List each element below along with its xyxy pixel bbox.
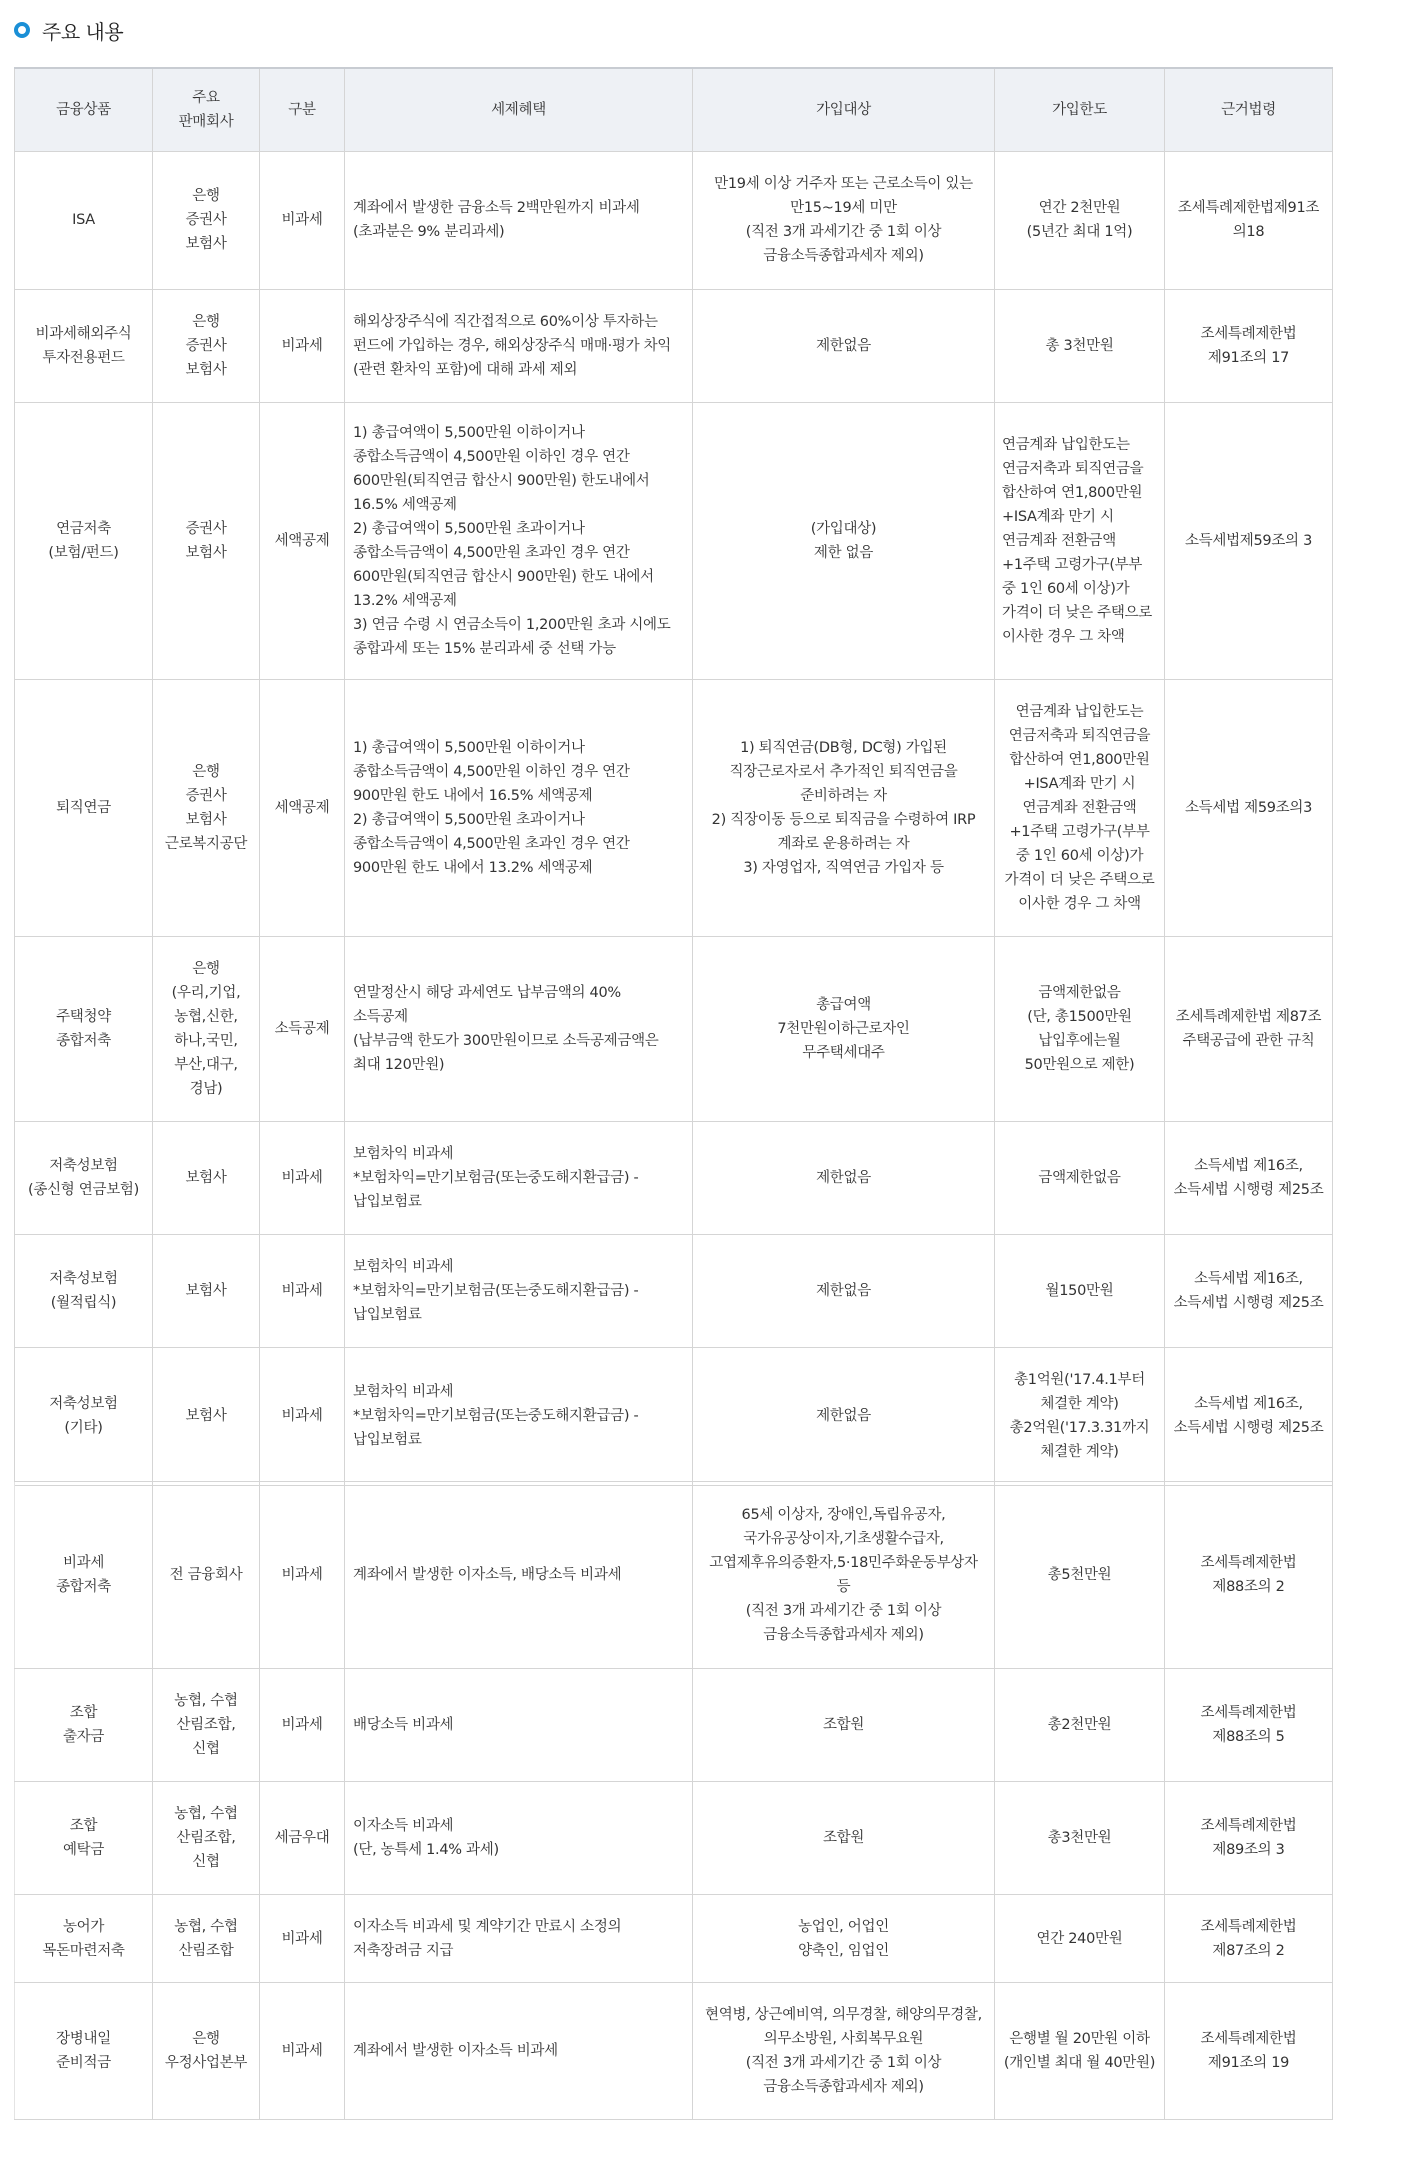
- cell-eligibility: 제한없음: [693, 289, 995, 402]
- cell-benefit: 연말정산시 해당 과세연도 납부금액의 40% 소득공제 (납부금액 한도가 300만원이므로 소득공제금액은 최대 120만원): [345, 936, 693, 1121]
- cell-type: 세액공제: [260, 679, 345, 936]
- cell-limit: 연금계좌 납입한도는 연금저축과 퇴직연금을 합산하여 연1,800만원 +ISA계좌 만기 시 연금계좌 전환금액 +1주택 고령가구(부부 중 1인 60세 이상)가 가격이 더 낮은 주택으로 이사한 경우 그 차액: [995, 402, 1165, 679]
- table-row: [15, 1482, 1333, 1669]
- cell-seller: 은행 증권사 보험사: [153, 151, 260, 289]
- cell-benefit: 계좌에서 발생한 금융소득 2백만원까지 비과세 (초과분은 9% 분리과세): [345, 151, 693, 289]
- cell-type: 비과세: [260, 151, 345, 289]
- cell-product: 조합 출자금: [15, 1669, 153, 1782]
- cell-law: 소득세법 제16조, 소득세법 시행령 제25조: [1165, 1347, 1333, 1485]
- cell-law: 조세특례제한법 제91조의 17: [1165, 289, 1333, 402]
- tax-benefit-table: [14, 67, 1333, 1486]
- header-type: 구분: [260, 68, 345, 151]
- cell-limit: 연금계좌 납입한도는 연금저축과 퇴직연금을 합산하여 연1,800만원 +ISA계좌 만기 시 연금계좌 전환금액 +1주택 고령가구(부부 중 1인 60세 이상)가 가격이 더 낮은 주택으로 이사한 경우 그 차액: [995, 679, 1165, 936]
- cell-seller: 은행 증권사 보험사 근로복지공단: [153, 679, 260, 936]
- table-row: [15, 1669, 1333, 1782]
- cell-limit: 금액제한없음 (단, 총1500만원 납입후에는월 50만원으로 제한): [995, 936, 1165, 1121]
- table-row: [15, 402, 1333, 679]
- section-header: [14, 14, 123, 46]
- cell-seller: 농협, 수협 산림조합, 신협: [153, 1782, 260, 1895]
- cell-law: 조세특례제한법 제87조 주택공급에 관한 규칙: [1165, 936, 1333, 1121]
- cell-eligibility: 제한없음: [693, 1121, 995, 1234]
- header-eligibility: 가입대상: [693, 68, 995, 151]
- table-row: [15, 289, 1333, 402]
- table-header-row: [15, 68, 1333, 151]
- cell-law: 조세특례제한법 제88조의 5: [1165, 1669, 1333, 1782]
- cell-product: 장병내일 준비적금: [15, 1983, 153, 2120]
- cell-type: 비과세: [260, 1895, 345, 1983]
- cell-type: 소득공제: [260, 936, 345, 1121]
- cell-benefit: 보험차익 비과세 *보험차익=만기보험금(또는중도해지환급금) - 납입보험료: [345, 1234, 693, 1347]
- cell-eligibility: 제한없음: [693, 1347, 995, 1485]
- header-product: 금융상품: [15, 68, 153, 151]
- table-row: [15, 1782, 1333, 1895]
- cell-seller: 은행 증권사 보험사: [153, 289, 260, 402]
- cell-benefit: 1) 총급여액이 5,500만원 이하이거나 종합소득금액이 4,500만원 이하인 경우 연간 600만원(퇴직연금 합산시 900만원) 한도내에서 16.5% 세액공제 2) 총급여액이 5,500만원 초과이거나 종합소득금액이 4,500만원 초과인 경우 연간 600만원(퇴직연금 합산시 900만원) 한도 내에서 13.2% 세액공제 3) 연금 수령 시 연금소득이 1,200만원 초과 시에도 종합과세 또는 15% 분리과세 중 선택 가능: [345, 402, 693, 679]
- table-row: [15, 936, 1333, 1121]
- cell-benefit: 보험차익 비과세 *보험차익=만기보험금(또는중도해지환급금) - 납입보험료: [345, 1121, 693, 1234]
- cell-eligibility: 조합원: [693, 1669, 995, 1782]
- cell-product: 조합 예탁금: [15, 1782, 153, 1895]
- cell-seller: 은행 (우리,기업, 농협,신한, 하나,국민, 부산,대구, 경남): [153, 936, 260, 1121]
- cell-seller: 전 금융회사: [153, 1482, 260, 1669]
- table-row: [15, 1983, 1333, 2120]
- cell-benefit: 해외상장주식에 직간접적으로 60%이상 투자하는 펀드에 가입하는 경우, 해외상장주식 매매·평가 차익 (관련 환차익 포함)에 대해 과세 제외: [345, 289, 693, 402]
- table-row: [15, 1121, 1333, 1234]
- cell-law: 조세특례제한법 제89조의 3: [1165, 1782, 1333, 1895]
- cell-seller: 농협, 수협 산림조합, 신협: [153, 1669, 260, 1782]
- cell-type: 비과세: [260, 1121, 345, 1234]
- circle-bullet-icon: [14, 22, 30, 38]
- cell-limit: 총1억원('17.4.1부터 체결한 계약) 총2억원('17.3.31까지 체결한 계약): [995, 1347, 1165, 1485]
- cell-limit: 은행별 월 20만원 이하 (개인별 최대 월 40만원): [995, 1983, 1165, 2120]
- cell-type: 비과세: [260, 1347, 345, 1485]
- tax-benefit-table-continued: [14, 1481, 1333, 2120]
- header-limit: 가입한도: [995, 68, 1165, 151]
- cell-limit: 월150만원: [995, 1234, 1165, 1347]
- header-seller: 주요 판매회사: [153, 68, 260, 151]
- cell-benefit: 계좌에서 발생한 이자소득, 배당소득 비과세: [345, 1482, 693, 1669]
- cell-product: 저축성보험 (월적립식): [15, 1234, 153, 1347]
- cell-product: 비과세해외주식 투자전용펀드: [15, 289, 153, 402]
- cell-eligibility: 총급여액 7천만원이하근로자인 무주택세대주: [693, 936, 995, 1121]
- cell-product: 저축성보험 (종신형 연금보험): [15, 1121, 153, 1234]
- table-row: [15, 1895, 1333, 1983]
- cell-law: 조세특례제한법 제91조의 19: [1165, 1983, 1333, 2120]
- cell-limit: 연간 2천만원 (5년간 최대 1억): [995, 151, 1165, 289]
- cell-benefit: 배당소득 비과세: [345, 1669, 693, 1782]
- cell-type: 비과세: [260, 289, 345, 402]
- cell-limit: 총2천만원: [995, 1669, 1165, 1782]
- cell-product: 비과세 종합저축: [15, 1482, 153, 1669]
- cell-limit: 총5천만원: [995, 1482, 1165, 1669]
- cell-limit: 총 3천만원: [995, 289, 1165, 402]
- cell-type: 비과세: [260, 1669, 345, 1782]
- cell-product: 저축성보험 (기타): [15, 1347, 153, 1485]
- cell-product: 퇴직연금: [15, 679, 153, 936]
- cell-seller: 농협, 수협 산림조합: [153, 1895, 260, 1983]
- cell-product: ISA: [15, 151, 153, 289]
- cell-law: 조세특례제한법제91조의18: [1165, 151, 1333, 289]
- table-row: [15, 679, 1333, 936]
- header-law: 근거법령: [1165, 68, 1333, 151]
- cell-type: 세액공제: [260, 402, 345, 679]
- cell-eligibility: 만19세 이상 거주자 또는 근로소득이 있는 만15~19세 미만 (직전 3개 과세기간 중 1회 이상 금융소득종합과세자 제외): [693, 151, 995, 289]
- cell-type: 세금우대: [260, 1782, 345, 1895]
- cell-law: 소득세법 제16조, 소득세법 시행령 제25조: [1165, 1234, 1333, 1347]
- cell-benefit: 이자소득 비과세 (단, 농특세 1.4% 과세): [345, 1782, 693, 1895]
- cell-eligibility: (가입대상) 제한 없음: [693, 402, 995, 679]
- cell-benefit: 보험차익 비과세 *보험차익=만기보험금(또는중도해지환급금) - 납입보험료: [345, 1347, 693, 1485]
- cell-seller: 증권사 보험사: [153, 402, 260, 679]
- cell-law: 소득세법 제16조, 소득세법 시행령 제25조: [1165, 1121, 1333, 1234]
- cell-law: 소득세법제59조의 3: [1165, 402, 1333, 679]
- cell-type: 비과세: [260, 1983, 345, 2120]
- cell-type: 비과세: [260, 1482, 345, 1669]
- cell-eligibility: 조합원: [693, 1782, 995, 1895]
- cell-limit: 연간 240만원: [995, 1895, 1165, 1983]
- cell-law: 조세특례제한법 제88조의 2: [1165, 1482, 1333, 1669]
- cell-eligibility: 65세 이상자, 장애인,독립유공자, 국가유공상이자,기초생활수급자, 고엽제후유의증환자,5·18민주화운동부상자 등 (직전 3개 과세기간 중 1회 이상 금융소득종합과세자 제외): [693, 1482, 995, 1669]
- table-row: [15, 151, 1333, 289]
- cell-eligibility: 농업인, 어업인 양축인, 임업인: [693, 1895, 995, 1983]
- cell-benefit: 1) 총급여액이 5,500만원 이하이거나 종합소득금액이 4,500만원 이하인 경우 연간 900만원 한도 내에서 16.5% 세액공제 2) 총급여액이 5,500만원 초과이거나 종합소득금액이 4,500만원 초과인 경우 연간 900만원 한도 내에서 13.2% 세액공제: [345, 679, 693, 936]
- cell-seller: 보험사: [153, 1121, 260, 1234]
- cell-limit: 금액제한없음: [995, 1121, 1165, 1234]
- cell-type: 비과세: [260, 1234, 345, 1347]
- cell-eligibility: 현역병, 상근예비역, 의무경찰, 해양의무경찰, 의무소방원, 사회복무요원 (직전 3개 과세기간 중 1회 이상 금융소득종합과세자 제외): [693, 1983, 995, 2120]
- section-title: 주요 내용: [42, 19, 124, 44]
- cell-limit: 총3천만원: [995, 1782, 1165, 1895]
- cell-product: 주택청약 종합저축: [15, 936, 153, 1121]
- header-benefit: 세제혜택: [345, 68, 693, 151]
- cell-eligibility: 제한없음: [693, 1234, 995, 1347]
- cell-benefit: 계좌에서 발생한 이자소득 비과세: [345, 1983, 693, 2120]
- table-row: [15, 1347, 1333, 1485]
- cell-seller: 보험사: [153, 1234, 260, 1347]
- cell-eligibility: 1) 퇴직연금(DB형, DC형) 가입된 직장근로자로서 추가적인 퇴직연금을 준비하려는 자 2) 직장이동 등으로 퇴직금을 수령하여 IRP 계좌로 운용하려는 자 3) 자영업자, 직역연금 가입자 등: [693, 679, 995, 936]
- cell-law: 조세특례제한법 제87조의 2: [1165, 1895, 1333, 1983]
- cell-seller: 은행 우정사업본부: [153, 1983, 260, 2120]
- table-row: [15, 1234, 1333, 1347]
- cell-law: 소득세법 제59조의3: [1165, 679, 1333, 936]
- cell-product: 농어가 목돈마련저축: [15, 1895, 153, 1983]
- cell-seller: 보험사: [153, 1347, 260, 1485]
- cell-benefit: 이자소득 비과세 및 계약기간 만료시 소정의 저축장려금 지급: [345, 1895, 693, 1983]
- cell-product: 연금저축 (보험/펀드): [15, 402, 153, 679]
